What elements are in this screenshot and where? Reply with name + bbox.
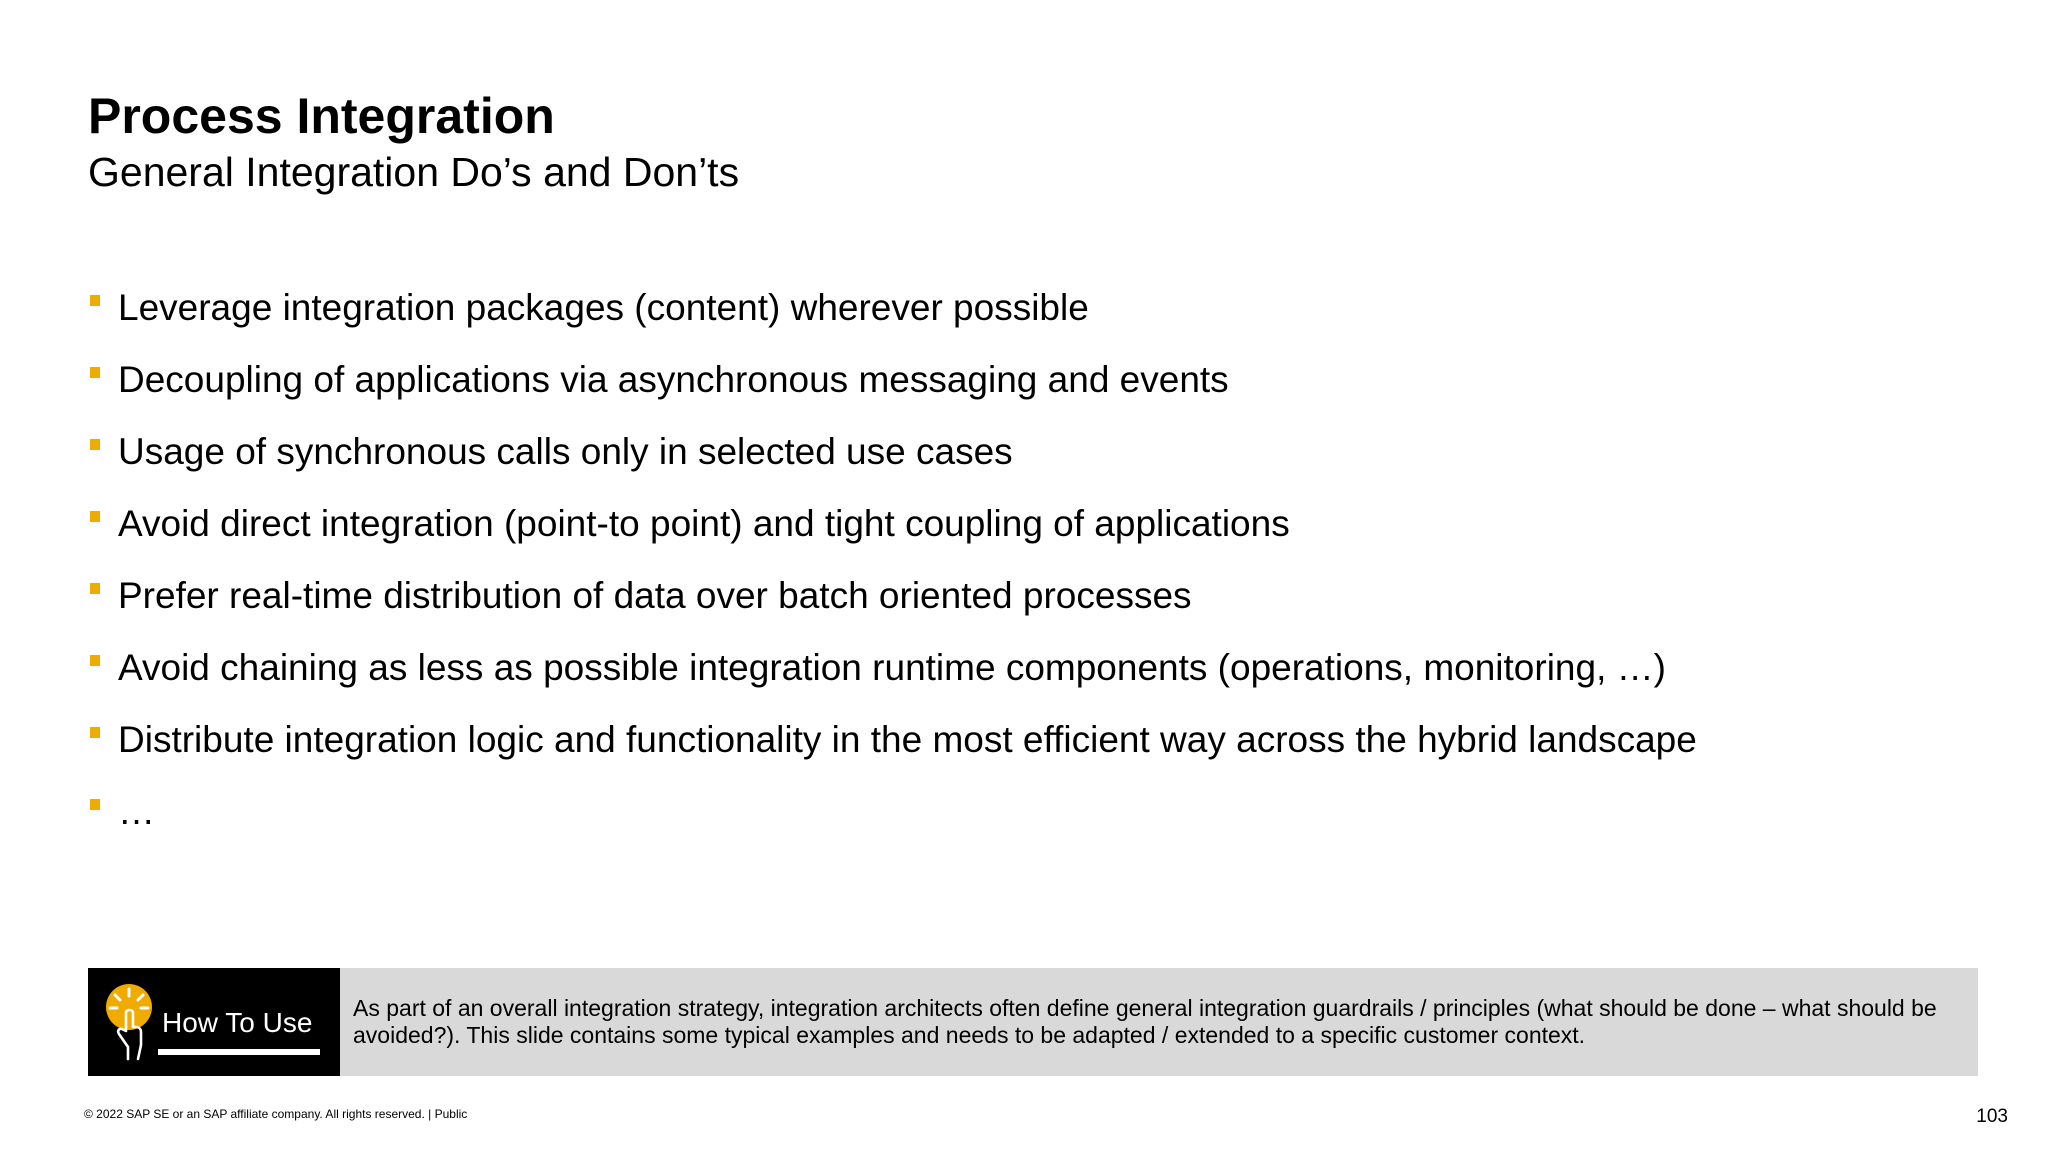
page-subtitle: General Integration Do’s and Don’ts: [88, 149, 740, 195]
bullet-square-icon: [90, 799, 100, 810]
list-item: [88, 643, 1697, 715]
bullet-square-icon: [90, 511, 100, 522]
page-title: Process Integration: [88, 88, 555, 144]
how-to-use-label: How To Use: [162, 1007, 313, 1038]
how-to-use-text: As part of an overall integration strategy, integration architects often define general integration guardrails / principles (what should be done – what should be avoided?). This slide contains some typical examples and needs to be adapted / extended to a specific customer context.: [353, 995, 1937, 1048]
list-item: [88, 499, 1697, 571]
list-item: [88, 787, 1697, 859]
bullet-text: Usage of synchronous calls only in selected use cases: [118, 431, 1013, 472]
bullet-text: Prefer real-time distribution of data over batch oriented processes: [118, 575, 1192, 616]
list-item: [88, 283, 1697, 355]
list-item: [88, 427, 1697, 499]
list-item: [88, 355, 1697, 427]
bullet-text: Decoupling of applications via asynchronous messaging and events: [118, 359, 1229, 400]
how-to-use-box: [88, 968, 1978, 1076]
bullet-text: Distribute integration logic and functionality in the most efficient way across the hybrid landscape: [118, 719, 1697, 760]
bullet-square-icon: [90, 727, 100, 738]
list-item: [88, 571, 1697, 643]
footer-copyright: © 2022 SAP SE or an SAP affiliate company. All rights reserved. | Public: [84, 1107, 468, 1121]
bullet-text: Avoid chaining as less as possible integration runtime components (operations, monitoring, …): [118, 647, 1666, 688]
hand-pointer-icon: [104, 983, 162, 1063]
bullet-square-icon: [90, 367, 100, 378]
bullet-list: [88, 283, 1697, 859]
list-item: [88, 715, 1697, 787]
bullet-text: Leverage integration packages (content) wherever possible: [118, 287, 1089, 328]
how-to-use-underline: [158, 1049, 320, 1055]
bullet-text: …: [118, 791, 155, 832]
bullet-square-icon: [90, 295, 100, 306]
bullet-square-icon: [90, 655, 100, 666]
bullet-square-icon: [90, 583, 100, 594]
bullet-square-icon: [90, 439, 100, 450]
bullet-text: Avoid direct integration (point-to point) and tight coupling of applications: [118, 503, 1290, 544]
page-number: 103: [1976, 1106, 2008, 1127]
how-to-use-badge: [88, 968, 340, 1076]
